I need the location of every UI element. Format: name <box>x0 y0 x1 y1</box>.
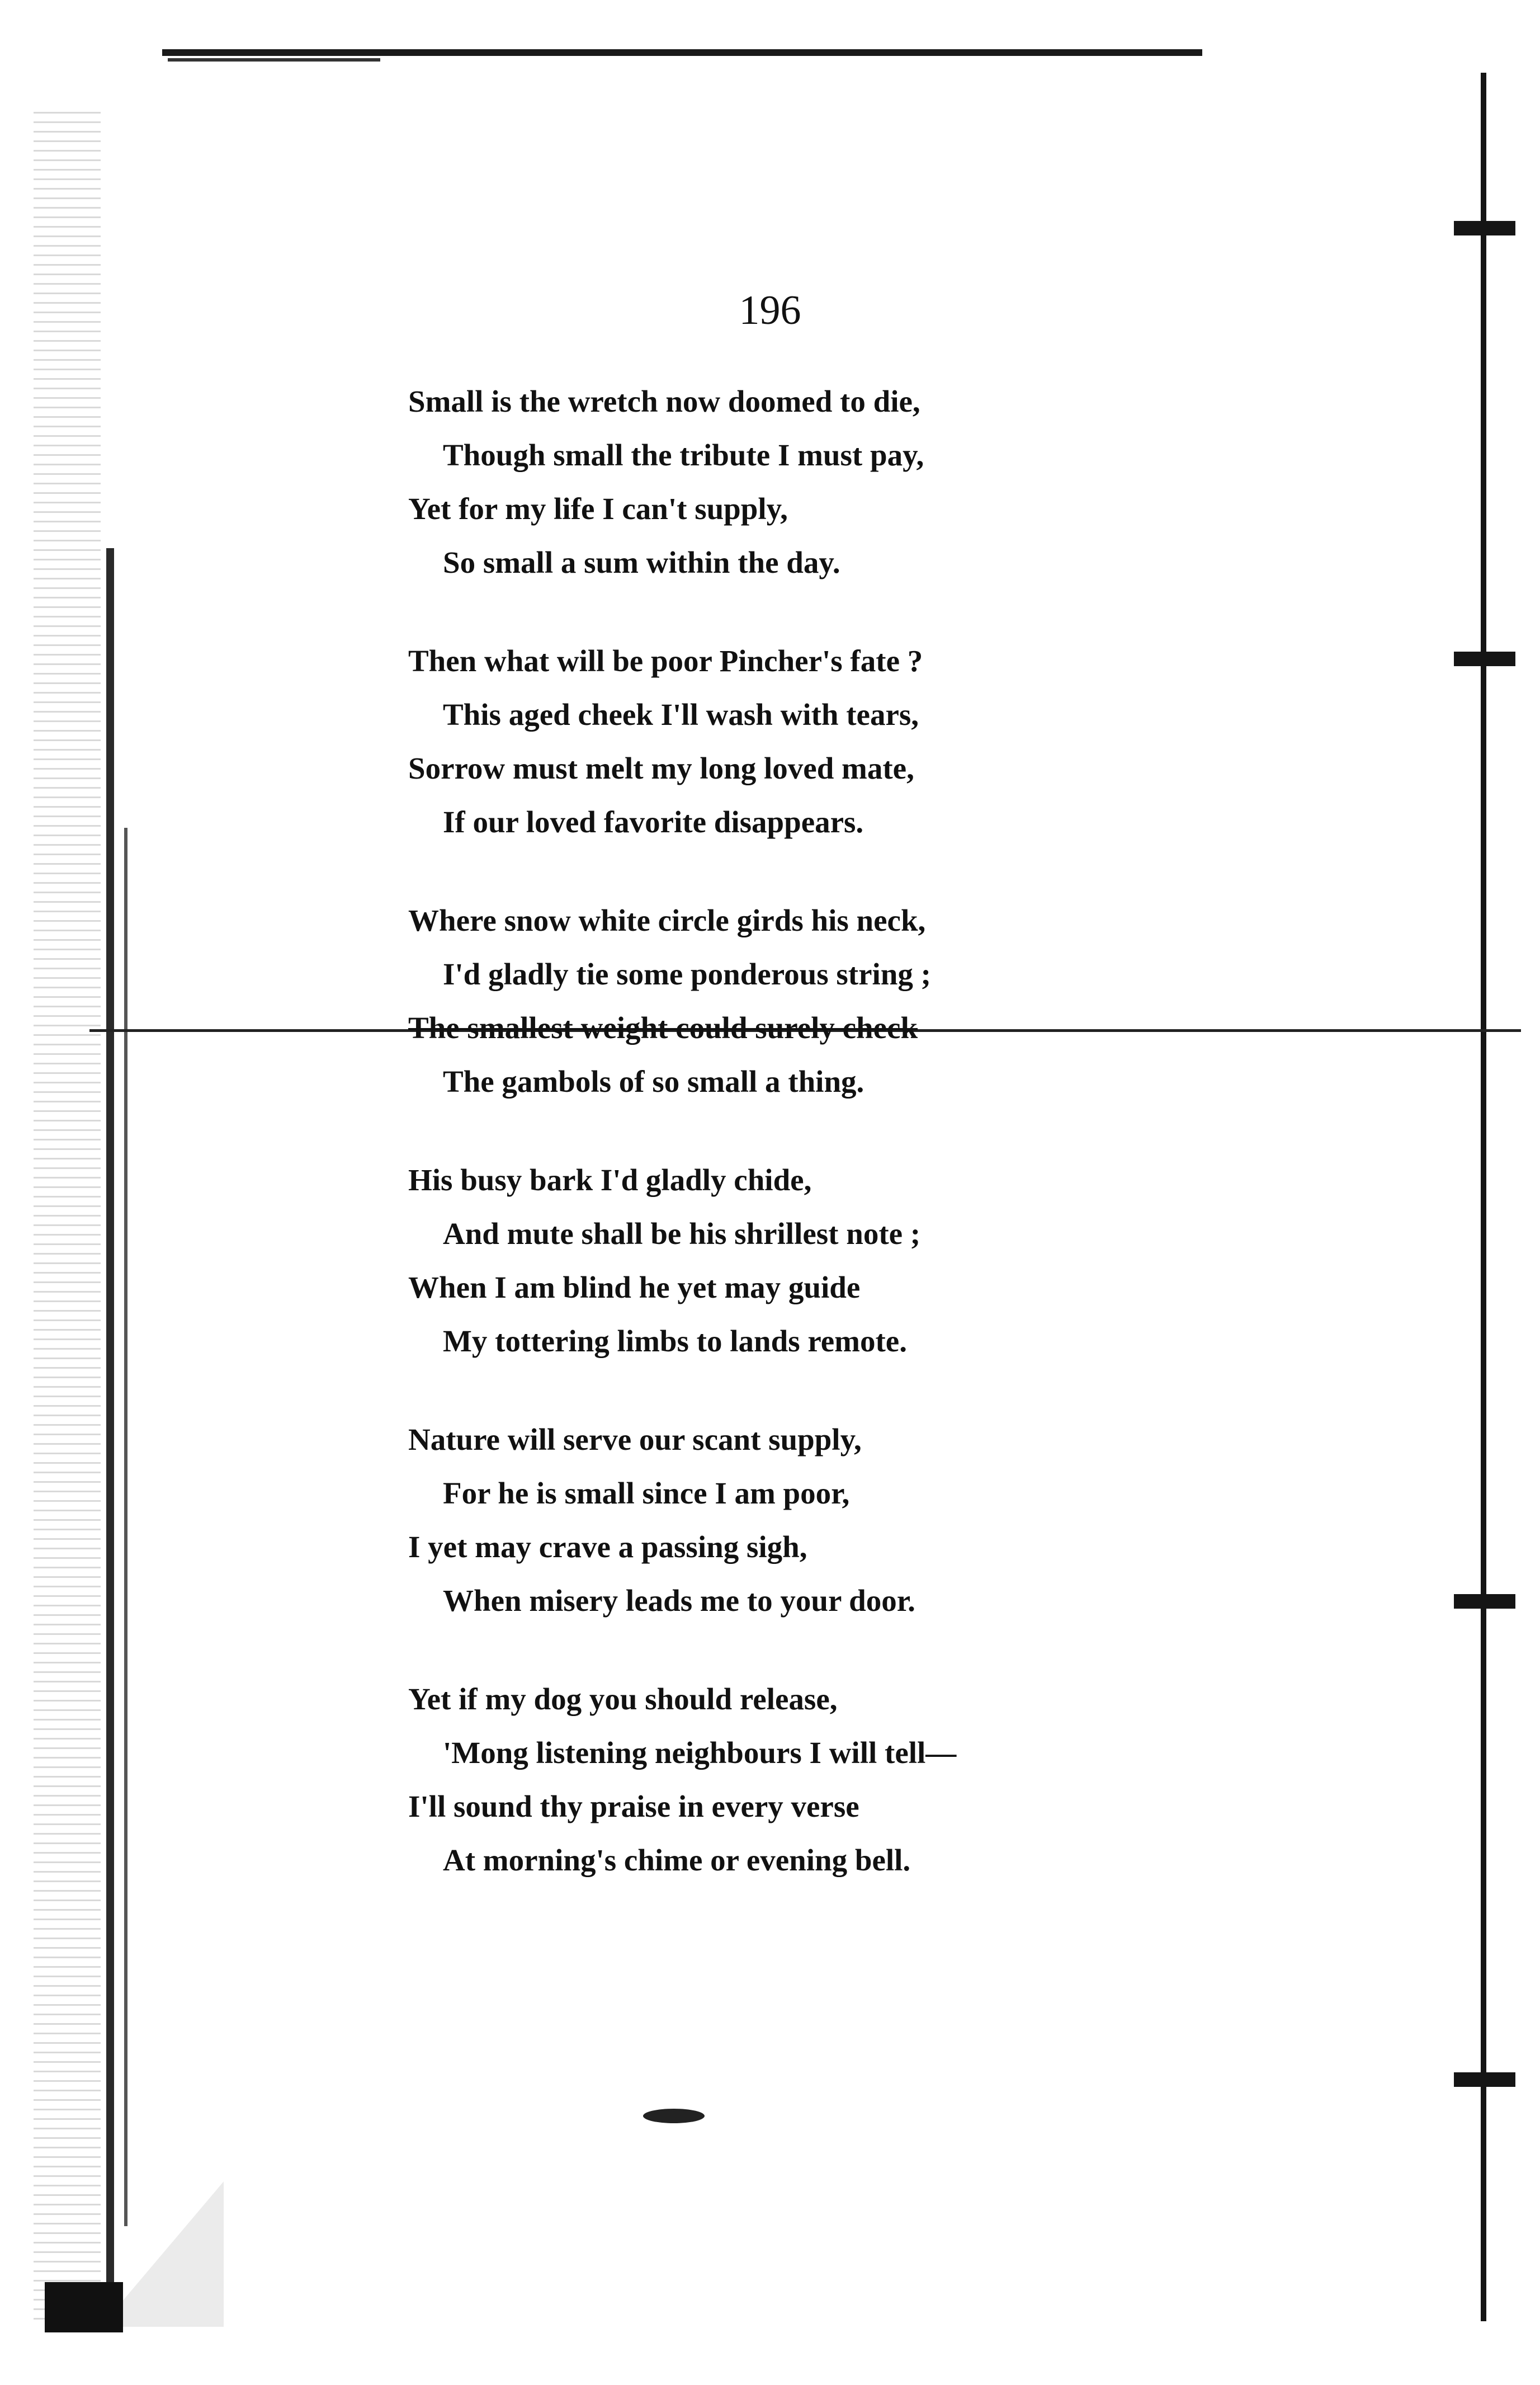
scan-speckle-left <box>34 112 101 2321</box>
poem-line: Though small the tribute I must pay, <box>443 438 924 472</box>
poem-line: I'd gladly tie some ponderous string ; <box>443 957 931 991</box>
binding-tab <box>1454 652 1515 666</box>
poem-line: Small is the wretch now doomed to die, <box>408 384 920 418</box>
poem-line: When misery leads me to your door. <box>443 1583 915 1618</box>
stanza <box>408 634 1191 849</box>
binding-tab <box>1454 2072 1515 2087</box>
scan-edge-top-thin <box>168 58 380 62</box>
poem-line: If our loved favorite disappears. <box>443 805 864 839</box>
page-number: 196 <box>739 287 801 333</box>
poem-line: I'll sound thy praise in every verse <box>408 1789 859 1823</box>
poem-line: 'Mong listening neighbours I will tell— <box>443 1736 957 1770</box>
poem-line: Then what will be poor Pincher's fate ? <box>408 644 923 678</box>
binding-edge-left-inner <box>124 828 127 2226</box>
stanza <box>408 375 1191 590</box>
poem-line: Sorrow must melt my long loved mate, <box>408 751 914 785</box>
poem-line: Yet if my dog you should release, <box>408 1682 838 1716</box>
poem-line: When I am blind he yet may guide <box>408 1270 861 1304</box>
poem <box>408 375 1191 1932</box>
poem-line: And mute shall be his shrillest note ; <box>443 1217 921 1251</box>
scan-corner-shadow <box>45 2282 123 2332</box>
poem-line: At morning's chime or evening bell. <box>443 1843 911 1877</box>
poem-line: His busy bark I'd gladly chide, <box>408 1163 812 1197</box>
stanza <box>408 894 1191 1109</box>
binding-edge-left <box>106 548 114 2327</box>
binding-tab <box>1454 1594 1515 1609</box>
binding-tab <box>1454 221 1515 235</box>
stanza <box>408 1672 1191 1887</box>
poem-line: The smallest weight could surely check <box>408 1011 918 1045</box>
poem-line: Yet for my life I can't supply, <box>408 492 788 526</box>
poem-line: Where snow white circle girds his neck, <box>408 903 926 937</box>
stanza <box>408 1153 1191 1368</box>
poem-line: For he is small since I am poor, <box>443 1476 850 1510</box>
poem-line: This aged cheek I'll wash with tears, <box>443 697 919 732</box>
ink-blot <box>643 2109 705 2123</box>
scan-edge-top <box>162 49 1202 56</box>
poem-line: So small a sum within the day. <box>443 545 840 579</box>
stanza <box>408 1413 1191 1628</box>
poem-line: Nature will serve our scant supply, <box>408 1422 862 1457</box>
poem-line: I yet may crave a passing sigh, <box>408 1530 807 1564</box>
poem-line: The gambols of so small a thing. <box>443 1064 865 1099</box>
poem-line: My tottering limbs to lands remote. <box>443 1324 907 1358</box>
binding-edge-right <box>1481 73 1486 2321</box>
